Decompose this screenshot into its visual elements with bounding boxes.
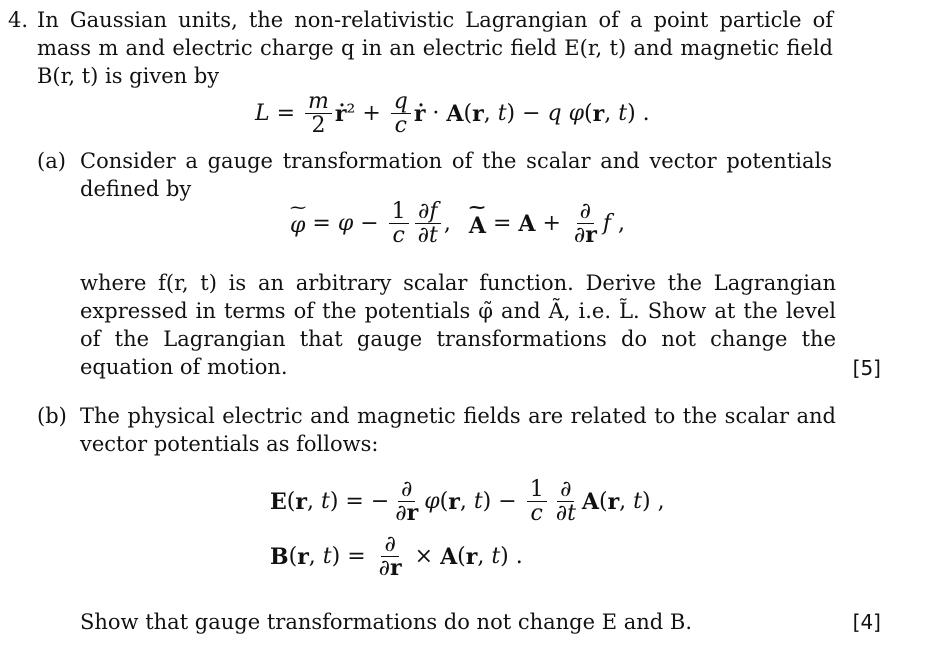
electric-field-equation: E ( r , t ) = − $\frac{\partial}{\partial r}$ φ ( r , t ) − $\frac{1}{c}$ $\frac{\partial}{\partial t}$ A ( r , t ) , [270,477,665,527]
part-a-label: (a) [37,149,66,173]
question-intro: In Gaussian units, the non-relativistic Lagrangian of a point particle of mass m and electric charge q in an electric field E(r, t) and magnetic field B(r, t) is given by [37,8,833,88]
part-b-body: Show that gauge transformations do not change E and B. [80,610,692,634]
gauge-transformation-equation: ~ φ = φ − $\frac{1}{c}$ $\frac{\partial f}{\partial t}$ , ~ A = A + $\frac{\partial}{\partial r}$ f , [290,200,625,247]
part-a-marks: [5] [852,356,881,380]
part-b-intro: The physical electric and magnetic fields are related to the scalar and vector potentials as follows: [80,404,836,456]
question-number: 4. [8,8,29,32]
part-b-marks: [4] [852,610,881,634]
magnetic-field-equation: B ( r , t ) = $\frac{\partial}{\partial r}$ × A ( r , t ) . [270,532,523,582]
part-a-body: where f(r, t) is an arbitrary scalar function. Derive the Lagrangian expressed in terms of the potentials φ̃ and Ã, i.e. L̃. Show at the level of the Lagrangian that gauge transformations do not change the equation of motion. [80,271,836,379]
part-b-label: (b) [37,404,67,428]
part-a-intro: Consider a gauge transformation of the scalar and vector potentials defined by [80,149,832,201]
lagrangian-equation: L = $\frac{m}{2}$ ṙ ² + $\frac{q}{c}$ ṙ · A ( r , t ) − q φ ( r , t ) . [255,89,650,139]
